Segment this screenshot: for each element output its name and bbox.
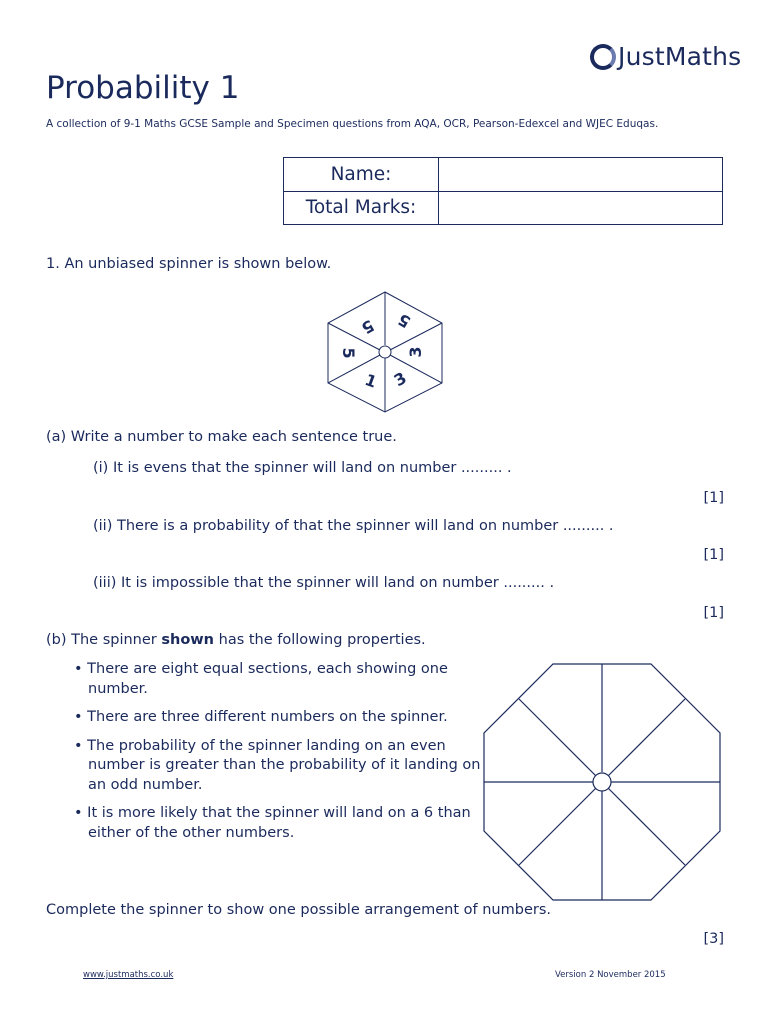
hex-number: 5 [339,347,358,359]
name-marks-box [283,157,723,225]
list-item-text: There are eight equal sections, each showing one number. [87,661,448,697]
total-marks-label: Total Marks: [284,191,439,225]
part-b-prompt-post: has the following properties. [214,632,426,648]
spinner-centre [379,346,391,358]
part-b-prompt [46,632,426,648]
list-item-text: There are three different numbers on the spinner. [87,709,448,725]
hex-number: 3 [390,368,410,391]
footer-version: Version 2 November 2015 [555,970,666,980]
hex-number: 5 [358,315,378,338]
page-subtitle: A collection of 9-1 Maths GCSE Sample and Specimen questions from AQA, OCR, Pearson-Edexcel and WJEC Eduqas. [46,118,659,130]
part-b-prompt-pre: (b) The spinner [46,632,162,648]
hexagon-spinner [325,290,445,414]
part-b-prompt-bold: shown [161,632,215,648]
octagon-spinner[interactable] [482,662,722,902]
logo-text: JustMaths [618,42,742,71]
part-b-properties-list [64,660,484,852]
hex-number: 1 [362,369,380,392]
mark-a-i: [1] [703,490,724,506]
list-item: • The probability of the spinner landing on an even number is greater than the probability of it landing on an odd number. [74,737,481,793]
octagon-centre [593,773,611,791]
mark-b: [3] [703,931,724,947]
hex-number: 3 [406,346,425,358]
page-title: Probability 1 [46,70,240,106]
question-1-intro: 1. An unbiased spinner is shown below. [46,256,332,272]
part-a-i: (i) It is evens that the spinner will land on number ......... . [93,460,512,476]
brand-logo [590,42,741,71]
list-item-text: The probability of the spinner landing on an even number is greater than the probability of it landing on an odd number. [87,737,481,793]
name-label: Name: [284,158,439,192]
mark-a-ii: [1] [703,547,724,563]
part-a-prompt: (a) Write a number to make each sentence true. [46,429,397,445]
part-a-ii: (ii) There is a probability of that the spinner will land on number ......... . [93,518,614,534]
list-item-text: It is more likely that the spinner will land on a 6 than either of the other numbers. [87,805,471,841]
part-a-iii: (iii) It is impossible that the spinner will land on number ......... . [93,575,555,591]
mark-a-iii: [1] [703,605,724,621]
list-item: • There are eight equal sections, each showing one number. [74,661,448,697]
hex-number: 5 [394,309,414,332]
list-item: • There are three different numbers on the spinner. [74,709,448,725]
list-item: • It is more likely that the spinner will land on a 6 than either of the other numbers. [74,805,471,841]
footer-website-link[interactable]: www.justmaths.co.uk [83,970,174,980]
total-marks-field[interactable] [439,191,723,225]
part-b-instruction: Complete the spinner to show one possible arrangement of numbers. [46,902,551,918]
name-field[interactable] [439,158,723,192]
logo-ring-icon [590,44,616,70]
